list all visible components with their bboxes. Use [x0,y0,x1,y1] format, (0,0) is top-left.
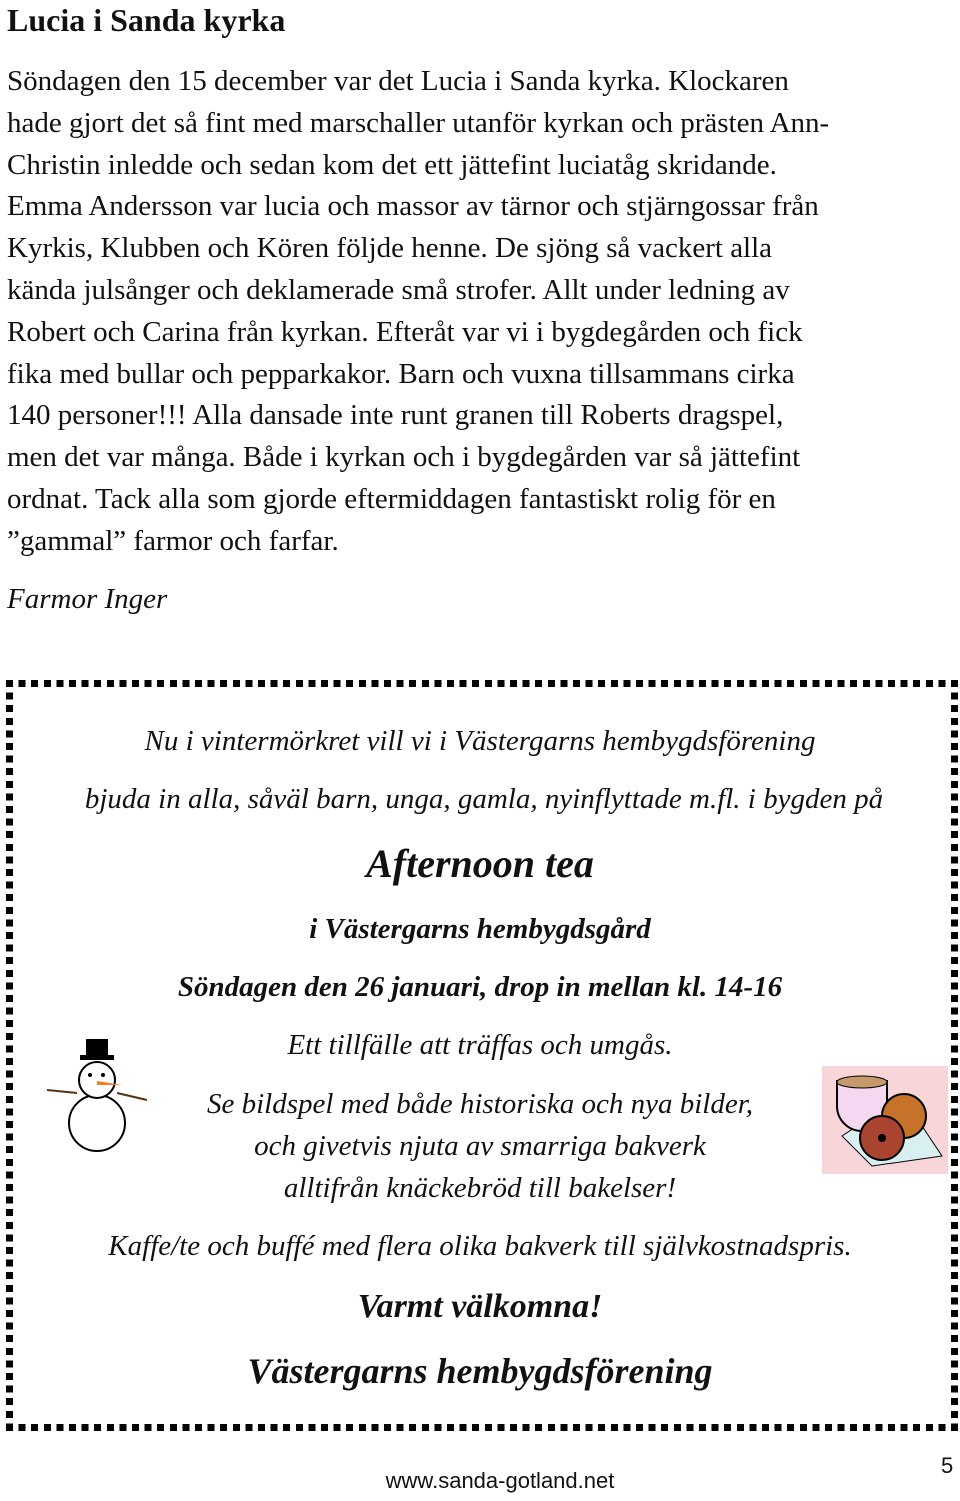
body-line: 140 personer!!! Alla dansade inte runt granen till Roberts dragspel, [7,399,784,432]
article-title: Lucia i Sanda kyrka [7,2,286,38]
event-date: Söndagen den 26 januari, drop in mellan kl. 14-16 [177,971,783,1003]
body-line: Robert och Carina från kyrkan. Efteråt var vi i bygdegården och fick [7,315,803,348]
invite-text: Se bildspel med både historiska och nya bilder, [206,1088,754,1120]
body-line: ordnat. Tack alla som gjorde eftermiddagen fantastiskt rolig för en [7,483,776,515]
coffee-and-pastries-image [822,1066,948,1174]
event-title: Afternoon tea [366,841,594,886]
body-line: Emma Andersson var lucia och massor av tärnor och stjärngossar från [7,190,819,223]
page-number: 5 [941,1453,954,1478]
body-line: men det var många. Både i kyrkan och i bygdegården var så jättefint [7,441,801,474]
body-line: hade gjort det så fint med marschaller utanför kyrkan och prästen Ann- [7,106,830,139]
snowman-icon [42,1035,152,1155]
body-line: Söndagen den 15 december var det Lucia i Sanda kyrka. Klockaren [7,65,789,97]
invite-text: Ett tillfälle att träffas och umgås. [287,1029,673,1061]
body-line: ”gammal” farmor och farfar. [7,524,339,557]
invite-intro-2: bjuda in alla, såväl barn, unga, gamla, nyinflyttade m.fl. i bygden på [84,783,884,815]
welcome: Varmt välkomna! [357,1288,603,1325]
invite-text: och givetvis njuta av smarriga bakverk [254,1130,706,1162]
invite-intro: Nu i vintermörkret vill vi i Västergarns hembygdsförening [144,725,816,757]
signature: Farmor Inger [7,583,168,615]
website-link[interactable]: www.sanda-gotland.net [385,1468,615,1493]
event-place: i Västergarns hembygdsgård [309,913,651,945]
border-bottom [6,1424,958,1431]
invite-text: Kaffe/te och buffé med flera olika bakverk till självkostnadspris. [108,1230,852,1262]
body-line: kända julsånger och deklamerade små strofer. Allt under ledning av [7,274,790,306]
body-line: Kyrkis, Klubben och Kören följde henne. De sjöng så vackert alla [7,232,773,265]
invite-text: alltifrån knäckebröd till bakelser! [283,1172,677,1204]
body-line: Christin inledde och sedan kom det ett jättefint luciatåg skridande. [7,148,777,181]
organizer: Västergarns hembygdsförening [247,1351,713,1391]
border-top [6,680,958,687]
body-line: fika med bullar och pepparkakor. Barn och vuxna tillsammans cirka [7,357,795,390]
